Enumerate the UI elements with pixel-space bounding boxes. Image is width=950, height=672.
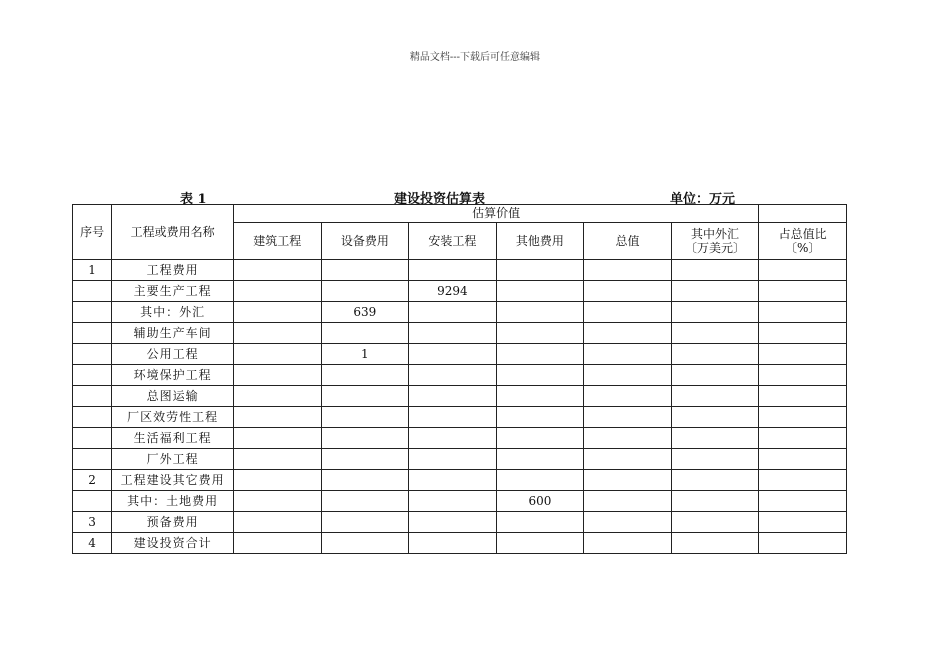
- cell: [671, 302, 759, 323]
- table-number: 表 1: [180, 192, 207, 207]
- unit-label: 单位：万元: [670, 192, 736, 207]
- cell: 639: [321, 302, 409, 323]
- cell: [409, 491, 497, 512]
- cell: 9294: [409, 281, 497, 302]
- cell: [234, 302, 322, 323]
- cell: [409, 386, 497, 407]
- cell: [409, 470, 497, 491]
- row-seq: [73, 491, 112, 512]
- cell: [321, 281, 409, 302]
- cell: [759, 512, 847, 533]
- cell: 600: [496, 491, 584, 512]
- row-seq: [73, 344, 112, 365]
- cell: [496, 428, 584, 449]
- cell: [321, 407, 409, 428]
- cell: 1: [321, 344, 409, 365]
- cell: [759, 449, 847, 470]
- cell: [759, 470, 847, 491]
- cell: [759, 281, 847, 302]
- row-name: 环境保护工程: [112, 365, 234, 386]
- cell: [409, 344, 497, 365]
- cell: [321, 491, 409, 512]
- row-name: 建设投资合计: [112, 533, 234, 554]
- page-header-note: 精品文档---下载后可任意编辑: [409, 52, 541, 63]
- cell: [234, 365, 322, 386]
- table-row: [73, 386, 847, 407]
- row-seq: [73, 449, 112, 470]
- cell: [496, 386, 584, 407]
- cell: [759, 260, 847, 281]
- cell: [759, 302, 847, 323]
- header-blank: [759, 205, 847, 223]
- cell: [584, 533, 672, 554]
- cell: [321, 260, 409, 281]
- cell: [759, 365, 847, 386]
- cell: [584, 323, 672, 344]
- cell: [321, 386, 409, 407]
- header-other: 其他费用: [496, 223, 584, 260]
- header-fx-line2: 〔万美元〕: [685, 241, 746, 255]
- cell: [671, 344, 759, 365]
- cell: [496, 344, 584, 365]
- cell: [671, 260, 759, 281]
- cell: [409, 512, 497, 533]
- row-name: 其中：外汇: [112, 302, 234, 323]
- cell: [671, 512, 759, 533]
- cell: [496, 533, 584, 554]
- cell: [234, 449, 322, 470]
- cell: [671, 365, 759, 386]
- cell: [671, 491, 759, 512]
- header-pct-line2: 〔%〕: [784, 241, 821, 255]
- cell: [671, 449, 759, 470]
- table-row: [73, 491, 847, 512]
- cell: [496, 365, 584, 386]
- table-row: [73, 449, 847, 470]
- row-name: 其中：土地费用: [112, 491, 234, 512]
- table-row: [73, 533, 847, 554]
- row-seq: 4: [73, 533, 112, 554]
- cell: [671, 470, 759, 491]
- cell: [321, 470, 409, 491]
- cell: [496, 323, 584, 344]
- cell: [496, 470, 584, 491]
- row-name: 预备费用: [112, 512, 234, 533]
- cell: [671, 533, 759, 554]
- cell: [234, 344, 322, 365]
- cell: [321, 533, 409, 554]
- cell: [409, 428, 497, 449]
- cell: [409, 302, 497, 323]
- cell: [759, 344, 847, 365]
- cell: [496, 302, 584, 323]
- cell: [234, 281, 322, 302]
- header-percent: [759, 223, 847, 260]
- header-total: 总值: [584, 223, 672, 260]
- header-seq: 序号: [73, 205, 112, 260]
- cell: [321, 449, 409, 470]
- cell: [671, 428, 759, 449]
- header-pct-line1: 占总值比: [778, 226, 827, 241]
- cell: [234, 386, 322, 407]
- cell: [321, 512, 409, 533]
- cell: [584, 428, 672, 449]
- header-construction: 建筑工程: [234, 223, 322, 260]
- cell: [584, 365, 672, 386]
- header-estimate-group: 估算价值: [234, 205, 759, 223]
- cell: [234, 323, 322, 344]
- cell: [759, 323, 847, 344]
- row-name: 生活福利工程: [112, 428, 234, 449]
- cell: [234, 470, 322, 491]
- row-name: 主要生产工程: [112, 281, 234, 302]
- cell: [409, 323, 497, 344]
- cell: [234, 407, 322, 428]
- cell: [759, 386, 847, 407]
- row-seq: 3: [73, 512, 112, 533]
- cell: [584, 386, 672, 407]
- row-name: 厂外工程: [112, 449, 234, 470]
- cell: [584, 407, 672, 428]
- cell: [321, 323, 409, 344]
- table-row: [73, 428, 847, 449]
- table-row: [73, 365, 847, 386]
- header-fx-line1: 其中外汇: [691, 226, 740, 241]
- row-name: 工程建设其它费用: [112, 470, 234, 491]
- cell: [409, 365, 497, 386]
- cell: [409, 407, 497, 428]
- cell: [759, 533, 847, 554]
- cell: [234, 533, 322, 554]
- row-seq: [73, 407, 112, 428]
- cell: [584, 344, 672, 365]
- table-row: [73, 260, 847, 281]
- row-seq: 2: [73, 470, 112, 491]
- header-equipment: 设备费用: [321, 223, 409, 260]
- table-title: 建设投资估算表: [394, 192, 486, 207]
- row-seq: [73, 281, 112, 302]
- row-seq: [73, 323, 112, 344]
- row-name: 厂区效劳性工程: [112, 407, 234, 428]
- table-row: [73, 302, 847, 323]
- table-row: [73, 344, 847, 365]
- row-name: 总图运输: [112, 386, 234, 407]
- cell: [671, 323, 759, 344]
- cell: [234, 491, 322, 512]
- investment-estimate-table: [72, 204, 847, 554]
- header-installation: 安装工程: [409, 223, 497, 260]
- cell: [496, 281, 584, 302]
- table-body: [73, 260, 847, 554]
- cell: [496, 512, 584, 533]
- cell: [759, 428, 847, 449]
- cell: [409, 449, 497, 470]
- row-seq: [73, 428, 112, 449]
- cell: [234, 260, 322, 281]
- table-row: [73, 407, 847, 428]
- cell: [409, 533, 497, 554]
- header-foreign-exchange: [671, 223, 759, 260]
- cell: [584, 470, 672, 491]
- table-row: [73, 281, 847, 302]
- cell: [496, 407, 584, 428]
- cell: [671, 407, 759, 428]
- cell: [234, 428, 322, 449]
- cell: [671, 281, 759, 302]
- cell: [584, 512, 672, 533]
- cell: [759, 407, 847, 428]
- cell: [234, 512, 322, 533]
- cell: [321, 365, 409, 386]
- cell: [584, 449, 672, 470]
- row-seq: [73, 386, 112, 407]
- cell: [496, 449, 584, 470]
- row-seq: [73, 365, 112, 386]
- cell: [321, 428, 409, 449]
- table-row: [73, 323, 847, 344]
- cell: [671, 386, 759, 407]
- row-name: 工程费用: [112, 260, 234, 281]
- cell: [409, 260, 497, 281]
- table-row: [73, 512, 847, 533]
- row-seq: 1: [73, 260, 112, 281]
- cell: [584, 281, 672, 302]
- cell: [584, 302, 672, 323]
- cell: [584, 491, 672, 512]
- cell: [759, 491, 847, 512]
- cell: [496, 260, 584, 281]
- table-row: [73, 470, 847, 491]
- cell: [584, 260, 672, 281]
- row-name: 公用工程: [112, 344, 234, 365]
- header-name: 工程或费用名称: [112, 205, 234, 260]
- row-name: 辅助生产车间: [112, 323, 234, 344]
- row-seq: [73, 302, 112, 323]
